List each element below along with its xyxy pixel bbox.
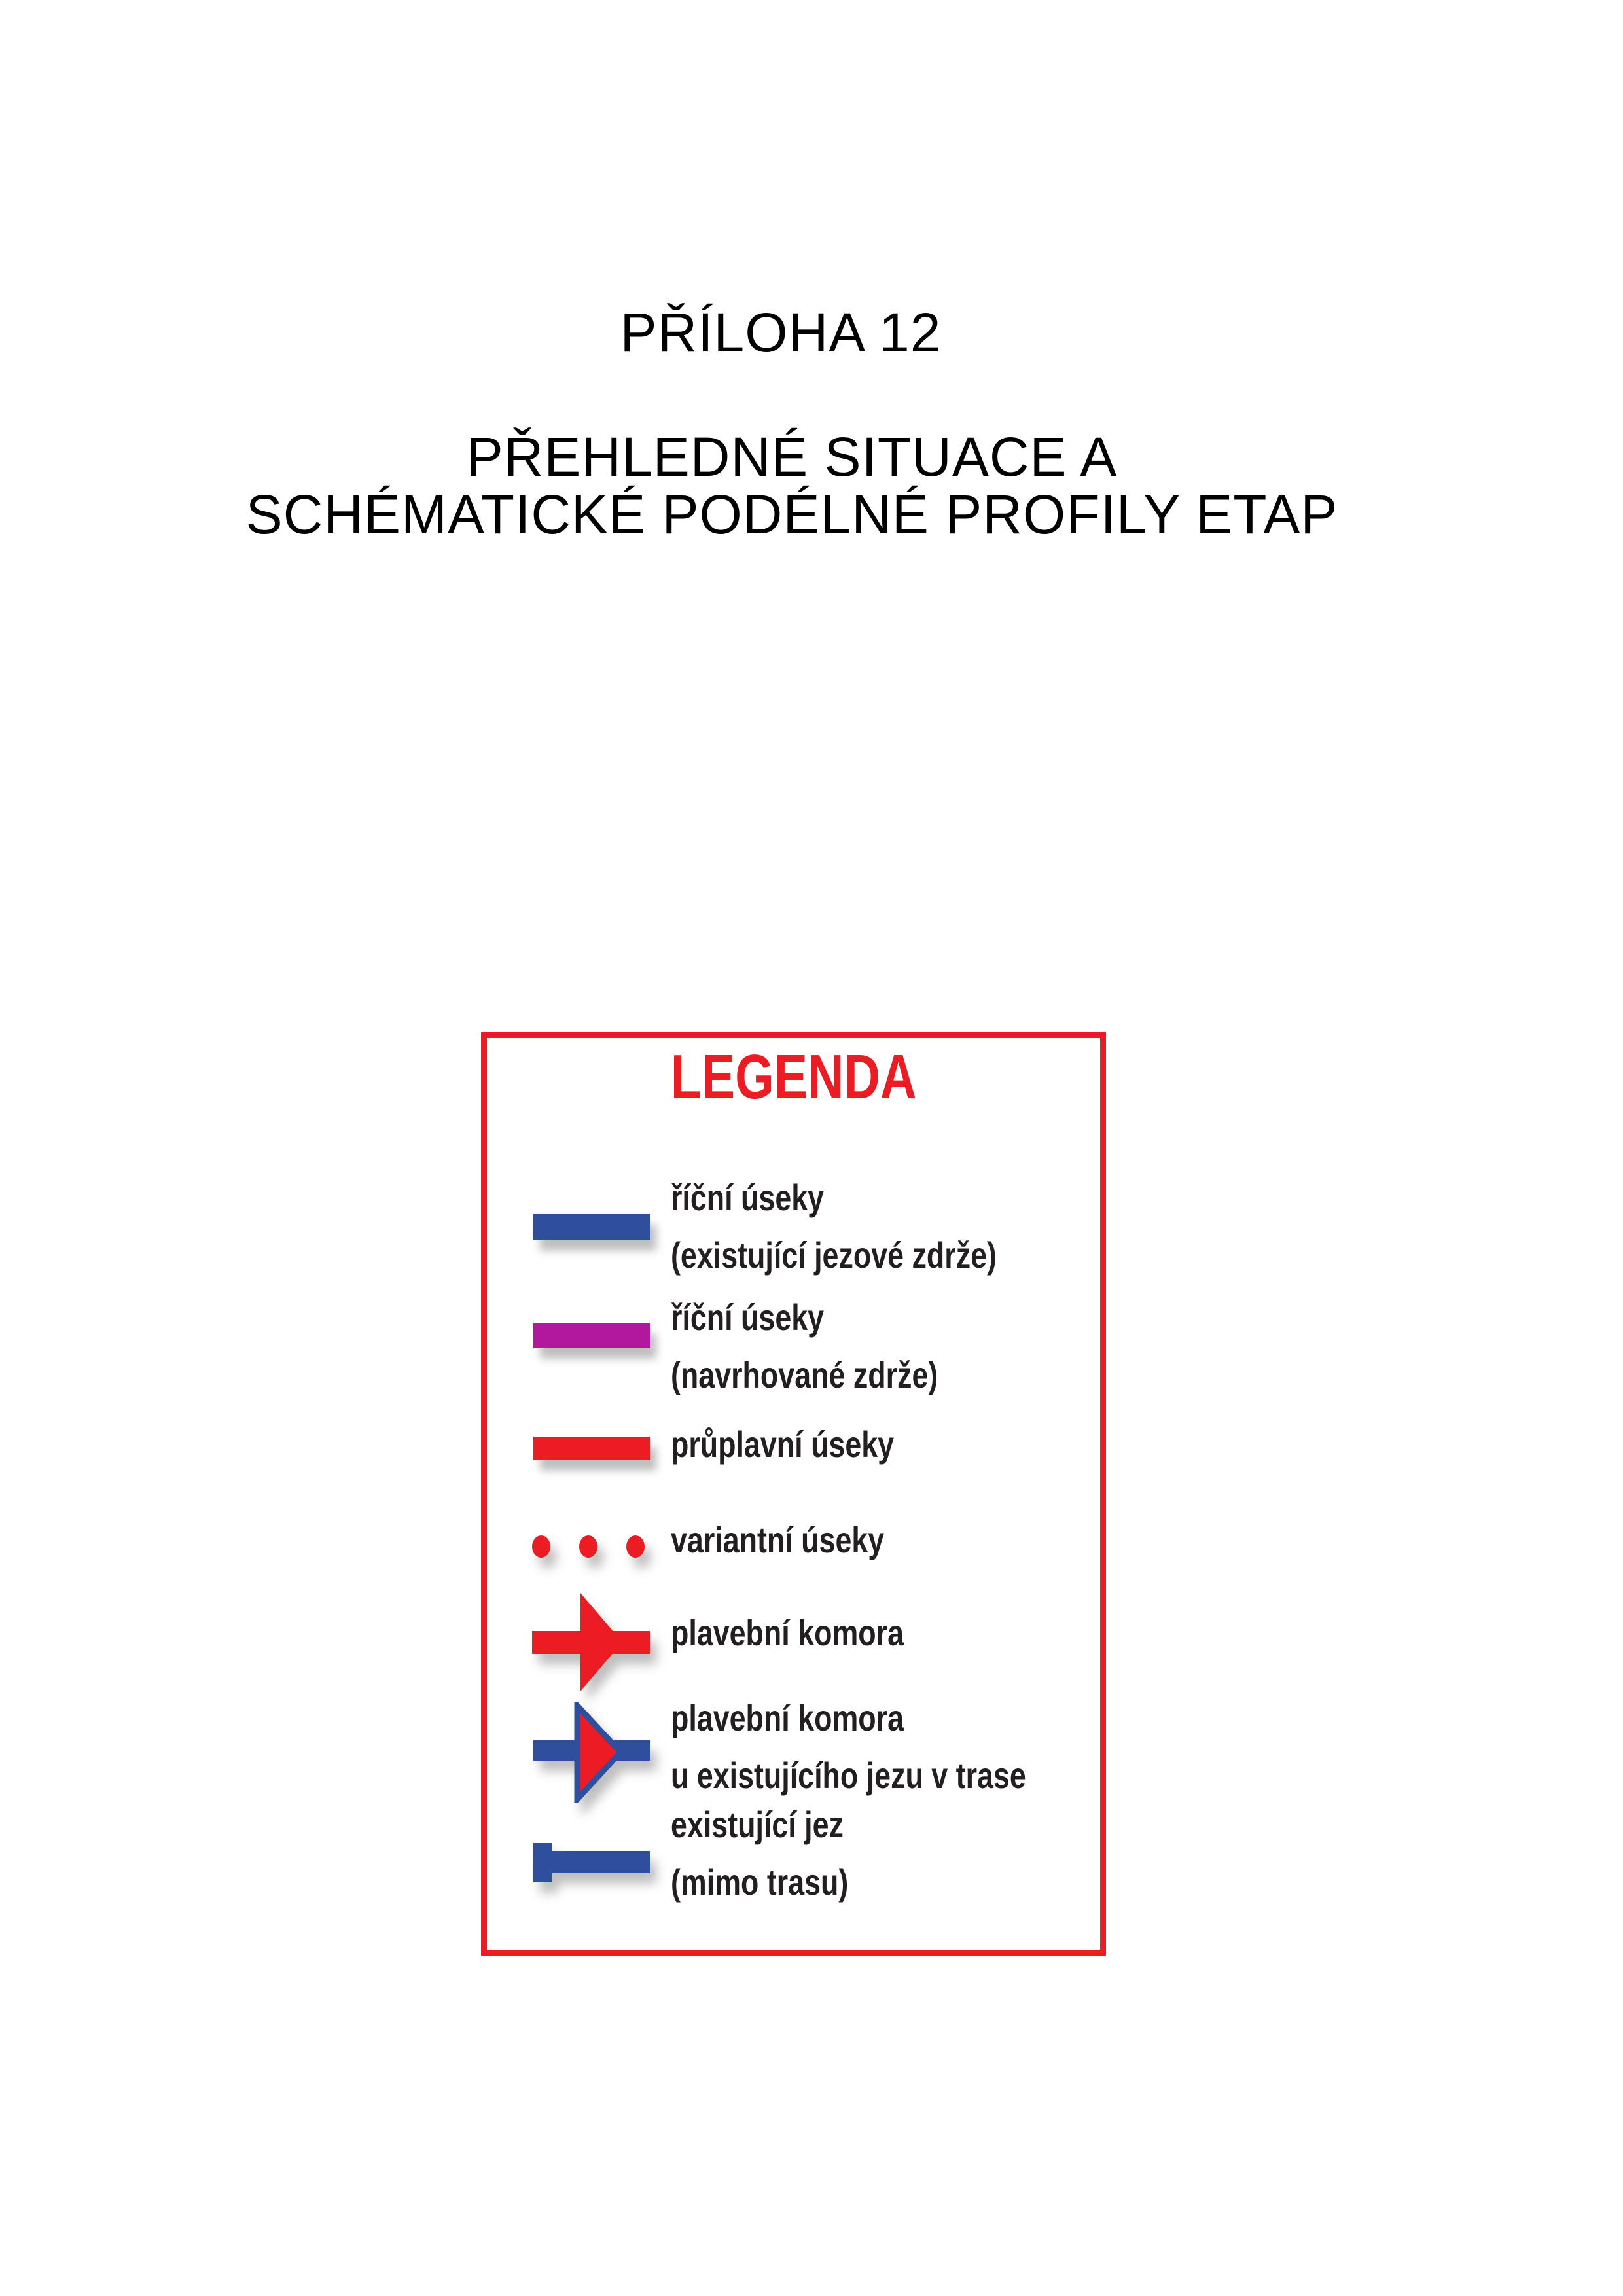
lock-chamber-arrow-icon: [532, 1593, 650, 1691]
legend-box: [481, 1032, 1106, 1956]
legend-item-label: říční úseky: [671, 1297, 825, 1338]
red-dot: [579, 1535, 597, 1558]
legend-item-label: (mimo trasu): [671, 1861, 849, 1903]
page-subtitle: [0, 428, 1584, 543]
legend-item-river-existing: [671, 1169, 1078, 1284]
blue-line-swatch-icon: [533, 1214, 650, 1240]
existing-weir-icon: [532, 1843, 650, 1882]
legend-item-canal: [671, 1416, 950, 1473]
legend-item-label: plavební komora: [671, 1697, 904, 1738]
red-dot: [626, 1535, 645, 1558]
legend-item-label: u existujícího jezu v trase: [671, 1755, 1026, 1796]
legend-item-label: průplavní úseky: [671, 1424, 895, 1465]
legend-item-variant: [671, 1511, 938, 1569]
legend-item-label: existující jez: [671, 1804, 844, 1845]
legend-item-label: říční úseky: [671, 1177, 825, 1218]
legend-item-lock-chamber: [671, 1604, 962, 1662]
lock-chamber-weir-icon: [532, 1702, 650, 1803]
page-title: PŘÍLOHA 12: [620, 302, 942, 363]
legend-item-label: variantní úseky: [671, 1519, 885, 1560]
page-subtitle-line2: SCHÉMATICKÉ PODÉLNÉ PROFILY ETAP: [245, 484, 1338, 545]
red-dot: [532, 1535, 550, 1558]
legend-item-lock-existing-weir: [671, 1689, 1115, 1804]
magenta-line-swatch-icon: [533, 1323, 650, 1348]
legend-item-label: plavební komora: [671, 1612, 904, 1653]
red-dots-icon: [532, 1535, 650, 1558]
legend-title: LEGENDA: [670, 1042, 917, 1112]
legend-item-existing-weir: [671, 1796, 893, 1911]
red-line-swatch-icon: [533, 1437, 650, 1460]
legend-item-label: (existující jezové zdrže): [671, 1234, 997, 1276]
legend-item-label: (navrhované zdrže): [671, 1354, 938, 1395]
legend-item-river-proposed: [671, 1289, 1005, 1404]
page-subtitle-line1: PŘEHLEDNÉ SITUACE A: [466, 426, 1118, 488]
